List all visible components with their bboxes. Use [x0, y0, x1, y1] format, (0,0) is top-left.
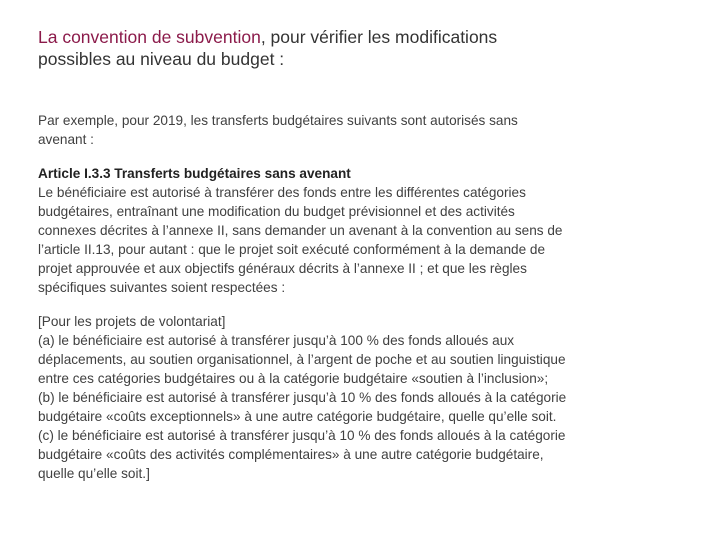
volunteer-line: (a) le bénéficiaire est autorisé à transférer jusqu’à 100 % des fonds alloués aux [38, 333, 515, 348]
article-line: connexes décrites à l’annexe II, sans demander un avenant à la convention au sens de [38, 223, 563, 238]
title-line-2: possibles au niveau du budget : [38, 49, 285, 69]
title-line-1 [38, 26, 678, 48]
article-line: projet approuvée et aux objectifs généraux décrits à l’annexe II ; et que les règles [38, 261, 527, 276]
volunteer-line: quelle qu’elle soit.] [38, 466, 150, 481]
slide-body [38, 111, 678, 483]
volunteer-line: entre ces catégories budgétaires ou à la catégorie budgétaire «soutien à l’inclusion»; [38, 371, 549, 386]
volunteer-line: (b) le bénéficiaire est autorisé à transférer jusqu’à 10 % des fonds alloués à la catégorie [38, 390, 567, 405]
intro-line: avenant : [38, 132, 94, 147]
volunteer-line: déplacements, au soutien organisationnel, à l’argent de poche et au soutien linguistique [38, 352, 566, 367]
article-line: l’article II.13, pour autant : que le projet soit exécuté conformément à la demande de [38, 242, 546, 257]
article-heading: Article I.3.3 Transferts budgétaires sans avenant [38, 166, 351, 181]
article-paragraph [38, 183, 678, 297]
article-line: spécifiques suivantes soient respectées : [38, 280, 286, 295]
article-line: budgétaires, entraînant une modification du budget prévisionnel et des activités [38, 204, 515, 219]
slide-title [38, 26, 678, 70]
intro-line: Par exemple, pour 2019, les transferts budgétaires suivants sont autorisés sans [38, 113, 518, 128]
article-line: Le bénéficiaire est autorisé à transférer des fonds entre les différentes catégories [38, 185, 526, 200]
title-rest: , pour vérifier les modifications [260, 27, 498, 47]
volunteer-line: [Pour les projets de volontariat] [38, 314, 226, 329]
volunteer-paragraph [38, 312, 678, 483]
volunteer-line: budgétaire «coûts des activités complémentaires» à une autre catégorie budgétaire, [38, 447, 544, 462]
volunteer-line: (c) le bénéficiaire est autorisé à transférer jusqu’à 10 % des fonds alloués à la catégorie [38, 428, 566, 443]
title-accent: La convention de subvention [38, 27, 261, 47]
volunteer-line: budgétaire «coûts exceptionnels» à une autre catégorie budgétaire, quelle qu’elle soit. [38, 409, 557, 424]
intro-paragraph [38, 111, 678, 149]
